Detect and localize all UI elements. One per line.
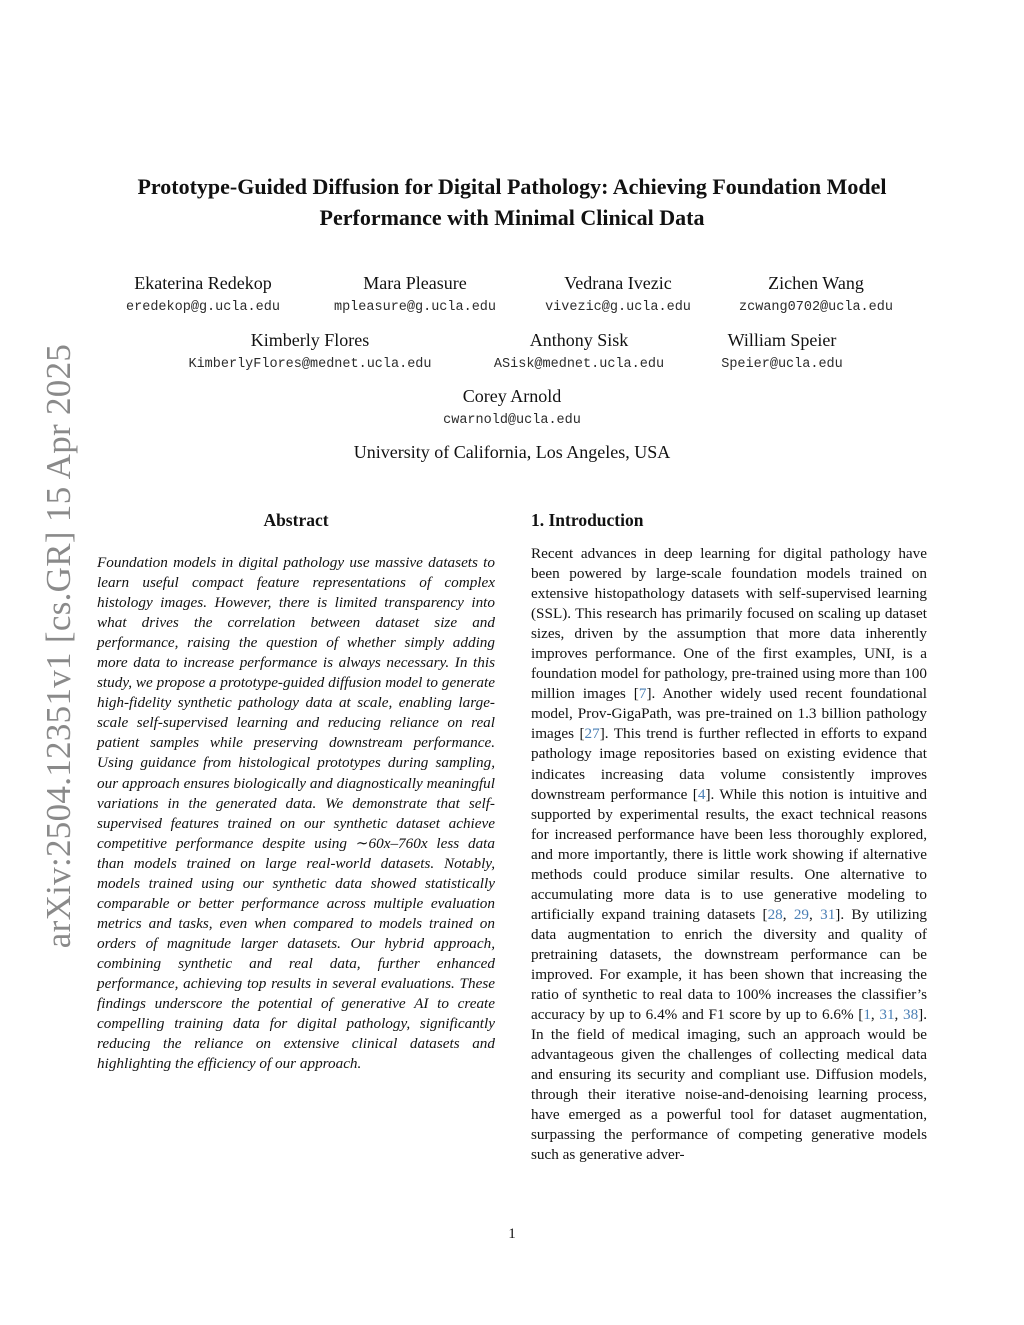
author-name: Anthony Sisk bbox=[529, 330, 629, 350]
citation-link[interactable]: 38 bbox=[902, 1006, 919, 1024]
citation-link[interactable]: 31 bbox=[820, 905, 836, 923]
author-name: William Speier bbox=[727, 330, 837, 350]
author-block bbox=[666, 272, 966, 317]
author-block bbox=[632, 329, 932, 374]
author-block bbox=[362, 385, 662, 430]
author-block bbox=[160, 329, 460, 374]
introduction-text bbox=[531, 544, 927, 1165]
author-name: Vedrana Ivezic bbox=[564, 273, 672, 293]
body-text-segment: ]. By utilizing data augmentation to enrich the diversity and quality of pretraining datasets, the downstream performance can be improved. For example, it has been shown that increasing the ratio of synthetic to real data to 100% increases the classifier’s accuracy by up to 6.4% and F1 score by up to 6.6% [ bbox=[531, 905, 928, 1024]
body-text-segment: ]. This trend is further reflected in efforts to expand pathology image repositories based on existing evidence that indicates increasing data volume consistently improves downstream performance [ bbox=[531, 725, 927, 803]
citation-link[interactable]: 31 bbox=[879, 1006, 895, 1024]
body-text-segment: ]. While this notion is intuitive and supported by experimental results, the exact technical reasons for increased performance have been less thoroughly explored, and more importantly, there is little work showing if alternative methods could produce similar results. One alternative to accumulating more data is to use generative modeling to artificially expand training datasets [ bbox=[531, 785, 927, 923]
abstract-heading: Abstract bbox=[263, 510, 329, 530]
author-name: Corey Arnold bbox=[462, 386, 562, 406]
author-email: mpleasure@g.ucla.edu bbox=[333, 300, 497, 315]
citation-link[interactable]: 1 bbox=[863, 1006, 871, 1024]
author-name: Mara Pleasure bbox=[363, 273, 467, 293]
body-text-segment: ]. In the field of medical imaging, such an approach would be advantageous given the challenges of collecting medical data and ensuring its security and compliant use. Diffusion models, through their iterative noise-and-denoising learning process, have emerged as a powerful tool for dataset augmentation, surpassing the performance of competing generative models such as generative adver- bbox=[531, 1006, 928, 1164]
citation-link[interactable]: 7 bbox=[638, 685, 647, 703]
author-name: Zichen Wang bbox=[768, 273, 864, 293]
body-text-segment: , bbox=[894, 1006, 903, 1024]
citation-link[interactable]: 29 bbox=[793, 905, 810, 923]
citation-link[interactable]: 27 bbox=[584, 725, 600, 743]
paper-title: Prototype-Guided Diffusion for Digital Pathology: Achieving Foundation Model Performance with Minimal Clinical Data bbox=[137, 174, 887, 230]
author-email: Speier@ucla.edu bbox=[721, 357, 843, 372]
affiliation: University of California, Los Angeles, USA bbox=[353, 442, 671, 462]
body-text-segment: , bbox=[782, 905, 794, 923]
page-number: 1 bbox=[508, 1226, 516, 1242]
author-email: eredekop@g.ucla.edu bbox=[126, 300, 280, 315]
author-email: KimberlyFlores@mednet.ucla.edu bbox=[188, 357, 432, 372]
author-email: zcwang0702@ucla.edu bbox=[739, 300, 893, 315]
section-heading: 1. Introduction bbox=[531, 510, 644, 530]
body-text-segment: Recent advances in deep learning for digital pathology have been powered by large-scale foundation models trained on extensive histopathology datasets with self-supervised learning (SSL). This research has primarily focused on scaling up dataset sizes, driven by the assumption that more data inherently improves performance. One of the first examples, UNI, is a foundation model for pathology, pre-trained using more than 100 million images [ bbox=[531, 545, 927, 703]
abstract-text: Foundation models in digital pathology use massive datasets to learn useful compact feature representations of complex histology images. However, there is limited transparency into what drives the correlation between dataset size and performance, raising the question of whether simply adding more data to increase performance is always necessary. In this study, we propose a prototype-guided diffusion model to generate high-fidelity synthetic pathology data at scale, enabling large-scale self-supervised learning and reducing reliance on real patient samples while preserving downstream performance. Using guidance from histological prototypes during sampling, our approach ensures biologically and diagnostically meaningful variations in the generated data. We demonstrate that self-supervised features trained on our synthetic dataset achieve competitive performance despite using ∼60x–760x less data than models trained on large real-world datasets. Notably, models trained using our synthetic data showed statistically comparable or better performance across multiple evaluation metrics and tasks, even when compared to models trained on orders of magnitude larger datasets. Our hybrid approach, combining synthetic and real data, further enhanced performance, achieving top results in several evaluations. These findings underscore the potential of generative AI to create compelling training data for digital pathology, significantly reducing the reliance on extensive clinical datasets and highlighting the efficiency of our approach. bbox=[97, 554, 495, 1073]
citation-link[interactable]: 28 bbox=[767, 905, 783, 923]
citation-link[interactable]: 4 bbox=[697, 785, 706, 803]
body-text-segment: , bbox=[809, 905, 821, 923]
body-text-segment: ]. Another widely used recent foundational model, Prov-GigaPath, was pre-trained on 1.3 billion pathology images [ bbox=[531, 685, 927, 743]
author-name: Kimberly Flores bbox=[250, 330, 370, 350]
author-email: cwarnold@ucla.edu bbox=[443, 413, 581, 428]
author-email: ASisk@mednet.ucla.edu bbox=[493, 357, 665, 372]
author-name: Ekaterina Redekop bbox=[134, 273, 272, 293]
body-text-segment: , bbox=[870, 1006, 880, 1024]
arxiv-side-stamp: arXiv:2504.12351v1 [cs.GR] 15 Apr 2025 bbox=[39, 343, 78, 949]
author-email: vivezic@g.ucla.edu bbox=[545, 300, 691, 315]
